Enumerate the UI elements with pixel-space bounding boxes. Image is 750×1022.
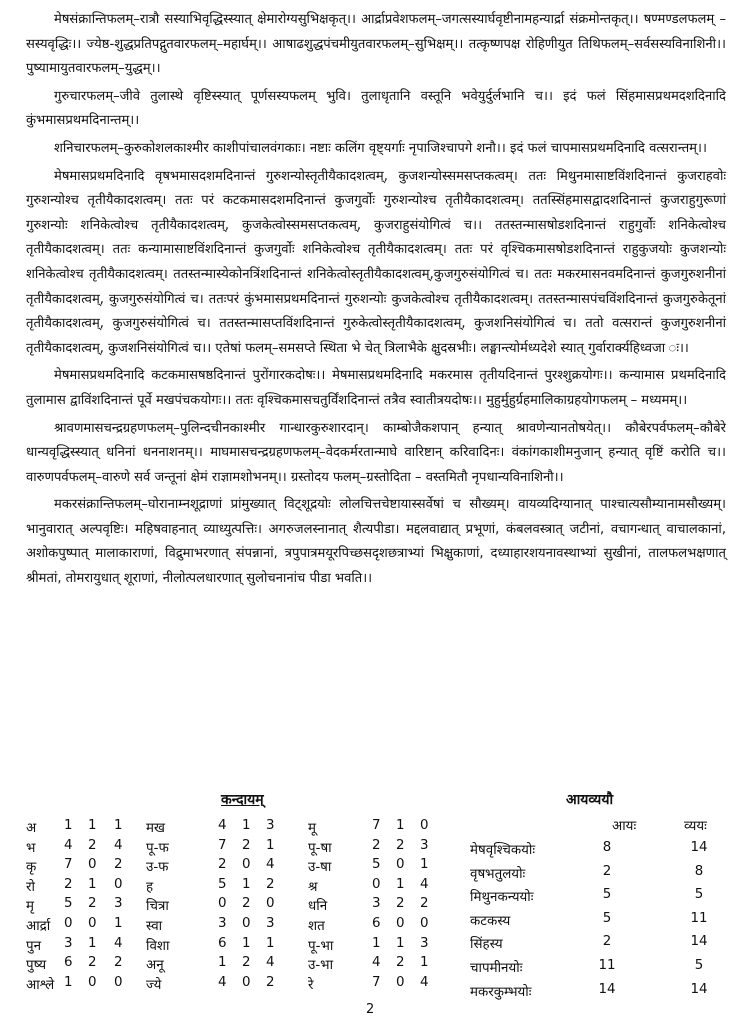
kandayam-value: 4 xyxy=(372,955,381,971)
kandayam-value: 0 xyxy=(114,974,123,990)
nakshatra-name: शत xyxy=(308,919,325,934)
kandayam-value: 2 xyxy=(266,974,275,990)
kandayam-value: 3 xyxy=(420,837,429,853)
tables-section xyxy=(26,790,730,1000)
kandayam-value: 4 xyxy=(218,818,227,833)
kandayam-value: 3 xyxy=(218,916,227,931)
nakshatra-name: कृ xyxy=(26,860,37,876)
document-body xyxy=(26,8,726,595)
nakshatra-name: स्वा xyxy=(146,919,163,934)
paragraph-dosha: मेषमासप्रथमदिनादि कटकमासषष्ठदिनान्तं पुरोंगारकदोषः।। मेषमासप्रथमदिनादि मकरमास तृतीयदिनान्तं पुरश्शुक्रयोगः।। कन्यामास प्रथमदिनादि तुलामास द्वाविंशदिनान्तं पूर्वे मखपंचकयोगः।। ततः वृश्चिकमासचतुर्विंशदिनान्तं तत्रैव स्वातीत्रयदोषः।। मुहुर्मुहुर्ग्रहमालिकाग्रहयोगफलम् – मध्यमम्।। xyxy=(26,368,726,408)
aayavyaya-row xyxy=(462,887,730,911)
kandayam-value: 2 xyxy=(396,896,405,912)
kandayam-value: 0 xyxy=(396,974,405,990)
kandayam-value: 2 xyxy=(396,837,405,853)
kandayam-row xyxy=(26,936,456,955)
aaya-value: 11 xyxy=(598,958,616,973)
kandayam-row xyxy=(26,896,456,915)
nakshatra-name: रे xyxy=(308,977,314,993)
aaya-value: 8 xyxy=(602,840,612,855)
kandayam-value: 0 xyxy=(372,876,381,892)
kandayam-row xyxy=(26,975,456,994)
aaya-value: 2 xyxy=(602,863,612,879)
kandayam-value: 0 xyxy=(218,896,227,912)
kandayam-value: 5 xyxy=(372,857,381,873)
rashi-name: चापमीनयोः xyxy=(470,961,523,976)
kandayam-value: 1 xyxy=(242,876,251,892)
nakshatra-name: पू-भा xyxy=(308,938,334,954)
vyaya-value: 5 xyxy=(694,958,704,973)
kandayam-value: 0 xyxy=(114,876,123,892)
aayavyaya-row xyxy=(462,958,730,982)
kandayam-value: 1 xyxy=(396,818,405,833)
nakshatra-name: श्र xyxy=(308,879,318,895)
nakshatra-name: पुन xyxy=(26,938,42,954)
kandayam-value: 3 xyxy=(420,935,429,951)
nakshatra-name: उ-फ xyxy=(146,860,169,876)
kandayam-value: 1 xyxy=(64,974,73,990)
kandayam-value: 1 xyxy=(64,818,73,833)
kandayam-value: 2 xyxy=(242,896,251,912)
kandayam-value: 6 xyxy=(218,935,227,951)
kandayam-value: 0 xyxy=(64,916,73,931)
kandayam-row xyxy=(26,916,456,935)
kandayam-value: 2 xyxy=(64,876,73,892)
kandayam-value: 0 xyxy=(396,857,405,873)
kandayam-value: 2 xyxy=(420,896,429,912)
kandayam-value: 1 xyxy=(242,935,251,951)
kandayam-value: 1 xyxy=(420,857,429,873)
kandayam-value: 1 xyxy=(266,935,275,951)
nakshatra-name: ज्ये xyxy=(146,977,162,993)
kandayam-value: 4 xyxy=(266,955,275,971)
kandayam-value: 2 xyxy=(396,955,405,971)
kandayam-value: 0 xyxy=(242,974,251,990)
kandayam-value: 3 xyxy=(372,896,381,912)
kandayam-row xyxy=(26,955,456,974)
nakshatra-name: अ xyxy=(26,821,37,836)
aaya-value: 5 xyxy=(602,910,612,926)
nakshatra-name: पुष्य xyxy=(26,958,47,974)
kandayam-value: 7 xyxy=(372,818,381,833)
paragraph-guruchara: गुरुचारफलम्–जीवे तुलास्थे वृष्टिस्स्यात् पूर्णसस्यफलम् भुवि। तुलाधृतानि वस्तूनि भवेयुर्दुर्लभानि च।। इदं फलं सिंहमासप्रथमदशदिनादि कुंभमासप्रथमदिनान्तम्।। xyxy=(26,88,726,129)
nakshatra-name: चित्रा xyxy=(146,899,169,915)
kandayam-value: 2 xyxy=(88,837,97,853)
kandayam-value: 2 xyxy=(372,837,381,853)
vyaya-value: 14 xyxy=(690,934,708,950)
kandayam-value: 2 xyxy=(266,876,275,892)
kandayam-value: 4 xyxy=(114,837,123,853)
vyaya-header: व्ययः xyxy=(684,819,707,834)
kandayam-row xyxy=(26,838,456,857)
kandayam-value: 2 xyxy=(218,857,227,873)
vyaya-value: 14 xyxy=(690,981,708,997)
rashi-name: मकरकुम्भयोः xyxy=(470,984,532,1000)
kandayam-row xyxy=(26,877,456,896)
aayavyaya-row xyxy=(462,982,730,1006)
aayavyaya-row xyxy=(462,934,730,958)
kandayam-value: 0 xyxy=(88,916,97,931)
rashi-name: सिंहस्य xyxy=(470,937,503,953)
rashi-name: मिथुनकन्ययोः xyxy=(470,890,534,906)
kandayam-value: 1 xyxy=(88,876,97,892)
kandayam-value: 1 xyxy=(396,876,405,892)
kandayam-value: 1 xyxy=(114,916,123,931)
nakshatra-name: ह xyxy=(146,879,154,895)
paragraph-makara-sankranti: मकरसंक्रान्तिफलम्–घोरानाम्नशूद्राणां प्रांमुख्यात् विट्शूद्रयोः लोलचित्तचेष्टायास्सर्वेषां च सौख्यम्। वायव्यदिग्यानात् पाश्चात्यसौम्यानामसौख्यम्। भानुवारात् अल्पवृष्टिः। महिषवाहनात् व्याध्युत्पत्तिः। अगरुजलस्नानात् शैत्यपीडा। मद्दलवाद्यात् प्रभूणां, कंबलवस्त्रात् जटीनां, वचागन्धात् वाचालकानां, अशोकपुष्पात् मालाकाराणां, विद्रुमाभरणात् संपन्नानां, त्रपुपात्रमयूरपिच्छसदृशछत्राभ्यां भिक्षुकाणां, दध्याहारशयनावस्थाभ्यां सुखीनां, तालफलभक्षणात् श्रीमतां, तोमरायुधात् शूराणां, नीलोत्पलधारणात् सुलोचनानांच पीडा भवति।। xyxy=(26,497,726,587)
nakshatra-name: उ-षा xyxy=(308,860,332,876)
kandayam-value: 0 xyxy=(420,916,429,931)
kandayam-value: 4 xyxy=(266,857,275,873)
kandayam-value: 1 xyxy=(114,818,123,833)
nakshatra-name: मख xyxy=(146,821,165,836)
rashi-name: मेषवृश्चिकयोः xyxy=(470,843,536,858)
kandayam-title: कन्दायम् xyxy=(221,792,264,808)
kandayam-value: 5 xyxy=(64,896,73,912)
kandayam-value: 3 xyxy=(114,896,123,912)
nakshatra-name: उ-भा xyxy=(308,958,334,974)
nakshatra-name: पू-फ xyxy=(146,840,169,856)
nakshatra-name: विशा xyxy=(146,938,170,954)
vyaya-value: 11 xyxy=(690,910,708,926)
paragraph-shanichara: शनिचारफलम्–कुरुकोशलकाश्मीर काशीपांचालवंगकाः। नष्टाः कलिंग वृष्ट्यर्गाः नृपाजिश्चापगे शनौ।। इदं फलं चापमासप्रथमदिनादि वत्सरान्तम्।। xyxy=(54,140,707,156)
rashi-name: कटकस्य xyxy=(470,913,511,929)
vyaya-value: 5 xyxy=(694,887,704,903)
kandayam-row xyxy=(26,857,456,876)
kandayam-value: 4 xyxy=(420,974,429,990)
kandayam-value: 1 xyxy=(266,837,275,853)
nakshatra-name: पू-षा xyxy=(308,840,332,856)
kandayam-value: 4 xyxy=(64,837,73,853)
kandayam-value: 4 xyxy=(420,876,429,892)
kandayam-value: 3 xyxy=(64,935,73,951)
nakshatra-name: अनू xyxy=(146,958,164,974)
kandayam-value: 1 xyxy=(88,935,97,951)
kandayam-value: 0 xyxy=(266,896,275,912)
kandayam-value: 7 xyxy=(372,974,381,990)
kandayam-value: 1 xyxy=(218,955,227,971)
aaya-value: 2 xyxy=(602,934,612,950)
kandayam-value: 3 xyxy=(266,818,275,833)
kandayam-value: 1 xyxy=(372,935,381,951)
nakshatra-name: मू xyxy=(308,821,317,836)
kandayam-value: 4 xyxy=(218,974,227,990)
kandayam-value: 3 xyxy=(266,916,275,931)
paragraph-grahana: श्रावणमासचन्द्रग्रहणफलम्–पुलिन्दचीनकाश्मीर गान्धारकुरुशारदान्। काम्बोजैकशपान् हन्यात् श्रावणेन्यानतोषयेत्।। कौबेरपर्वफलम्–कौबेरे धान्यवृद्धिस्स्यात् धनिनां धननाशनम्।। माघमासचन्द्रग्रहणफलम्–वेदकर्मरतान्माघे वारिष्टान् करिवादिनः। वंकांगकाशीमनुजान् हन्यात् वृष्टिं करोति च।। वारुणपर्वफलम्–वारुणे सर्व जन्तूनां क्षेमं राज्ञामशोभनम्।। ग्रस्तोदय फलम्–ग्रस्तोदिता – वस्तमितौ नृपधान्यविनाशिनौ।। xyxy=(26,420,726,485)
kandayam-value: 7 xyxy=(218,837,227,853)
aaya-value: 14 xyxy=(598,981,616,997)
nakshatra-name: भ xyxy=(26,840,36,856)
kandayam-value: 6 xyxy=(372,916,381,931)
nakshatra-name: रो xyxy=(26,879,35,895)
paragraph-sankranti: मेषसंक्रान्तिफलम्–रात्रौ सस्याभिवृद्धिस्स्यात् क्षेमारोग्यसुभिक्षकृत्।। आर्द्राप्रवेशफलम्–जगत्सस्यार्घवृष्टीनामहन्यार्द्रा संक्रमोन्तकृत्।। षण्मण्डलफलम् – सस्यवृद्धिः।। ज्येष्ठ-शुद्धप्रतिपद्गुतवारफलम्–महार्घम्।। आषाढशुद्धपंचमीयुतवारफलम्–सुभिक्षम्।। तत्कृष्णपक्ष रोहिणीयुत तिथिफलम्–सर्वसस्यविनाशिनी।। पुष्यामायुतवारफलम्–युद्धम्।। xyxy=(26,12,726,77)
kandayam-value: 1 xyxy=(420,955,429,971)
kandayam-value: 2 xyxy=(114,857,123,873)
kandayam-value: 0 xyxy=(242,916,251,931)
kandayam-value: 2 xyxy=(88,955,97,971)
vyaya-value: 14 xyxy=(690,840,708,855)
kandayam-value: 1 xyxy=(242,818,251,833)
kandayam-value: 1 xyxy=(88,818,97,833)
paragraph-graha-yoga: मेषमासप्रथमदिनादि वृषभमासदशमदिनान्तं गुरुशन्योस्तृतीयैकादशत्वम्, कुजशन्योस्समसप्तकत्वम्। ततः मिथुनमासाष्टविंशदिनान्तं कुजराहवोः गुरुशन्योश्च तृतीयैकादशत्वम्। ततः परं कटकमासदशमदिनान्तं कुजगुर्वोः गुरुशन्योश्च तृतीयैकादशत्वम्। ततस्सिंहमासद्वादशदिनान्तं कुजराहुगुरूणां गुरुशन्योः शनिकेत्वोश्च तृतीयैकादशत्वम्, कुजकेत्वोस्समसप्तकत्वम्, कुजराहुसंयोगित्वं च।। ततस्तन्मासषोडशदिनान्तं राहुगुर्वोः शनिकेत्वोश्च तृतीयैकादशत्वम्। ततः कन्यामासाष्टविंशदिनान्तं कुजगुर्वोः शनिकेत्वोश्च तृतीयैकादशत्वम्। ततः परं वृश्चिकमासषोडशदिनान्तं राहुकुजयोः कुजशन्योः शनिकेत्वोश्च तृतीयैकादशत्वम्। ततस्तन्मास्येकोनत्रिंशदिनान्तं शनिकेत्वोस्तृतीयैकादशत्वम्,कुजगुरुसंयोगित्वं च। ततः मकरमासनवमदिनान्तं कुजगुरुशनीनां तृतीयैकादशत्वम्, कुजगुरुसंयोगित्वं च। ततःपरं कुंभमासप्रथमदिनान्तं गुरुशन्योः कुजकेत्वोश्च तृतीयैकादशत्वम्। ततस्तन्मासपंचविंशदिनान्तं कुजगुरुकेतूनां तृतीयैकादशत्वम्, कुजगुरुसंयोगित्वं च। ततस्तन्मासप्तविंशदिनान्तं गुरुकेत्वोस्तृतीयैकादशत्वम्, कुजशनिसंयोगित्वं च। ततो वत्सरान्तं कुजगुरुशनीनां तृतीयैकादशत्वम्, कुजशनिसंयोगित्वं च।। एतेषां फलम्–समसप्ते स्थिता भे चेत् त्रिलाभैके क्षुदस्रभीः। लङ्घान्त्योर्मध्यदेशे स्यात् गुर्वारार्क्यहिध्वजा ः।। xyxy=(26,168,726,356)
aayavyaya-row xyxy=(462,864,730,888)
kandayam-value: 7 xyxy=(64,857,73,873)
kandayam-value: 0 xyxy=(396,916,405,931)
aayavyaya-title: आयव्ययौ xyxy=(566,792,614,808)
kandayam-value: 0 xyxy=(88,974,97,990)
aaya-value: 5 xyxy=(602,887,612,903)
kandayam-value: 0 xyxy=(88,857,97,873)
page-number: 2 xyxy=(366,1002,375,1017)
aayavyaya-row xyxy=(462,911,730,935)
vyaya-value: 8 xyxy=(694,863,704,879)
kandayam-value: 4 xyxy=(114,935,123,951)
kandayam-value: 5 xyxy=(218,876,227,892)
rashi-name: वृषभतुलयोः xyxy=(470,866,526,882)
kandayam-row xyxy=(26,818,456,837)
nakshatra-name: आर्द्रा xyxy=(26,919,51,934)
aayavyaya-row xyxy=(462,840,730,864)
kandayam-value: 2 xyxy=(88,896,97,912)
aaya-header: आयः xyxy=(612,819,637,834)
kandayam-value: 2 xyxy=(242,955,251,971)
nakshatra-name: आश्ले xyxy=(26,977,55,993)
kandayam-value: 0 xyxy=(420,818,429,833)
nakshatra-name: धनि xyxy=(308,899,328,915)
kandayam-value: 1 xyxy=(396,935,405,951)
kandayam-value: 6 xyxy=(64,955,73,971)
nakshatra-name: मृ xyxy=(26,899,35,915)
kandayam-value: 2 xyxy=(114,955,123,971)
kandayam-value: 0 xyxy=(242,857,251,873)
kandayam-value: 2 xyxy=(242,837,251,853)
